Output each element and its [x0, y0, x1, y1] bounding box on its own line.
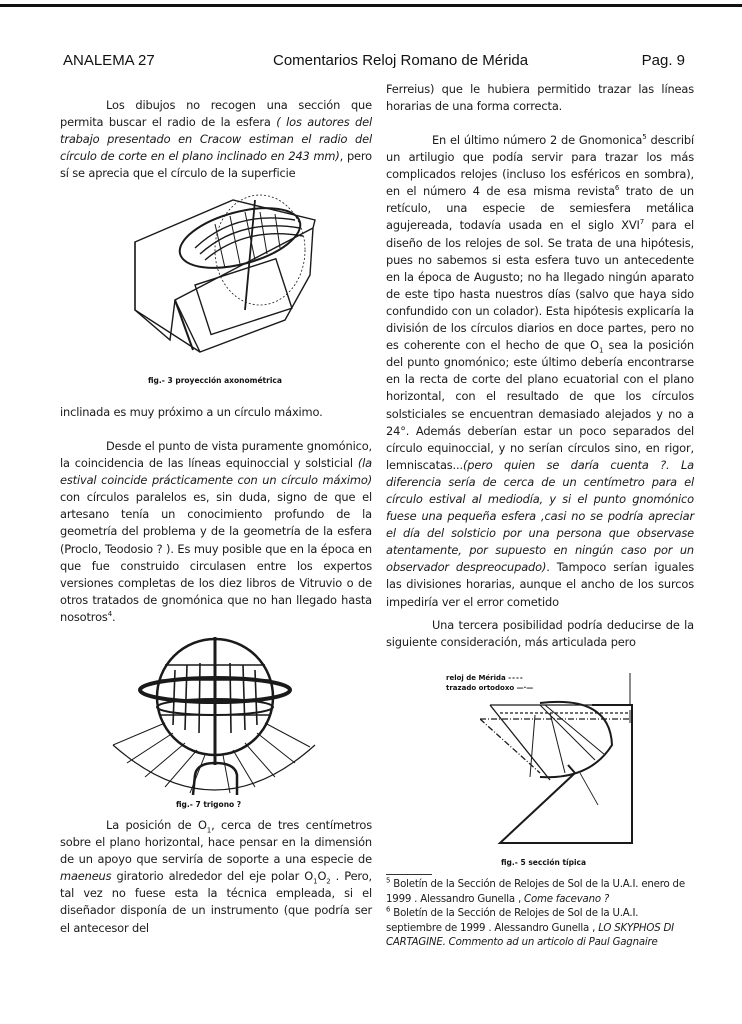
text: Boletín de la Sección de Relojes de Sol de la U.A.I. enero de 1999 . Alessandro Gunella ,: [386, 879, 685, 905]
figure-5-section-drawing: [480, 665, 640, 850]
footnote-ref: 6: [614, 184, 620, 193]
subscript: 1: [206, 826, 212, 835]
left-paragraph-2: [60, 404, 372, 421]
text: . Tampoco serían iguales las divisiones horarias, aunque el ancho de los surcos impediría ver el error cometido: [386, 560, 694, 609]
text: Desde el punto de vista puramente gnomónico, la coincidencia de las líneas equinoccial y solsticial: [60, 439, 372, 471]
legend-label: trazado ortodoxo: [446, 684, 515, 692]
text: inclinada es muy próximo a un círculo máximo.: [60, 405, 323, 419]
text: , pero sí se aprecia que el círculo de la superficie: [60, 149, 372, 181]
italic-text: (la estival coincide prácticamente con un círculo máximo): [60, 456, 372, 488]
journal-name: ANALEMA 27: [63, 52, 155, 69]
footnote-ref: 4: [107, 610, 113, 619]
text: Una tercera posibilidad podría deducirse de la siguiente consideración, más articulada pero: [386, 618, 694, 650]
figure-3-axonometric-drawing: [115, 190, 335, 365]
text: para el diseño de los relojes de sol. Se trata de una hipótesis, pues no sabemos si esta esfera tuvo un antecedente en la época de Augusto; no ha llegado ningún aparato de este tipo hasta nuestros días (salvo que haya sido confundido con un colador). Esta hipótesis explicaría la división de los círculos diarios en doce partes, pero no es coherente con el hecho de que O: [386, 218, 695, 353]
footnote-number: 6: [386, 905, 391, 914]
text: , cerca de tres centímetros sobre el plano horizontal, hace pensar en la dimensión de un apoyo que serviría de soporte a una especie de: [60, 818, 372, 867]
subscript: 1: [598, 346, 604, 355]
footnotes: [386, 878, 696, 951]
text: En el último número 2 de Gnomonica: [432, 133, 643, 147]
text: Boletín de la Sección de Relojes de Sol de la U.A.I. septiembre de 1999 . Alessandro Gunella ,: [386, 908, 639, 934]
text: describí un artilugio que podía servir para trazar los más complicados relojes (incluso los esféricos en sombra), en el número 4 de esa misma revista: [386, 133, 694, 199]
right-paragraph-3: [386, 617, 694, 651]
text: con círculos paralelos es, sin duda, signo de que el artesano tenía un conocimiento profundo de la geometría del problema y de la geometría de la esfera (Proclo, Teodosio ? ). Es muy posible que en la época en que fue construido circulasen entre los expertos versiones completas de los diez libros de Vitruvio o de otros tratados de gnomónica que no han llegado hasta nosotros: [60, 490, 372, 624]
right-paragraph-1: [386, 81, 694, 115]
footnote-number: 5: [386, 876, 391, 885]
text: sea la posición del punto gnomónico; este último debería encontrarse en la recta de corte del plano ecuatorial con el plano horizontal, con el resultado de que los círculos solsticiales se encuentran demasiado alejados y no a 24°. Además deberían estar un poco separados del círculo equinoccial, y no serían círculos sino, en rigor, lemniscatas...: [386, 338, 694, 472]
page-header: [63, 52, 685, 72]
left-paragraph-1: [60, 97, 372, 182]
figure-7-trigono-drawing: [105, 635, 345, 805]
italic-text: LO SKYPHOS DI CARTAGINE. Commento ad un articolo di Paul Gagnaire: [386, 922, 674, 949]
text: O: [317, 869, 327, 884]
left-paragraph-4: [60, 817, 372, 937]
legend-label: reloj de Mérida: [446, 674, 506, 682]
left-paragraph-3: [60, 438, 372, 626]
scan-border-line: [0, 4, 742, 7]
article-title: Comentarios Reloj Romano de Mérida: [273, 52, 529, 69]
figure-7-caption: fig.- 7 trigono ?: [176, 800, 242, 809]
text: .: [112, 609, 116, 624]
text: trato de un retículo, una especie de semiesfera metálica agujereada, todavía usada en el siglo XVI: [386, 184, 694, 233]
subscript: 2: [326, 877, 331, 886]
footnote-ref: 5: [642, 133, 647, 142]
subscript: 1: [313, 877, 318, 886]
text: . Pero, tal vez no fuese esta la técnica empleada, si el diseñador disponía de un instrumento (que podría ser el antecesor del: [60, 869, 372, 935]
text: giratorio alrededor del eje polar O: [111, 869, 314, 884]
page-number: Pag. 9: [641, 52, 685, 69]
footnote-6: [386, 907, 696, 951]
italic-text: Come facevano ?: [524, 893, 610, 905]
italic-text: maeneus: [60, 869, 112, 884]
figure-5-legend-orthodox: trazado ortodoxo —·—: [446, 684, 534, 692]
figure-5-legend-merida: reloj de Mérida ----: [446, 674, 524, 682]
figure-5-caption: fig.- 5 sección típica: [501, 858, 587, 867]
italic-text: (pero quien se daría cuenta ?. La diferencia sería de cerca de un centímetro para el círculo estival al mediodía, y si el punto gnomónico fuese una pequeña esfera ,casi no se podría apreciar el día del solsticio por una persona que observase atentamente, por supuesto en ningún caso por un observador despreocupado): [386, 457, 694, 575]
text: Los dibujos no recogen una sección que permita buscar el radio de la esfera: [60, 98, 372, 130]
right-paragraph-2: [386, 132, 694, 611]
figure-3-caption: fig.- 3 proyección axonométrica: [148, 376, 282, 385]
footnote-ref: 7: [639, 218, 645, 227]
text: Ferreius) que le hubiera permitido trazar las líneas horarias de una forma correcta.: [386, 82, 694, 114]
footnote-5: [386, 878, 696, 907]
footnote-separator: [386, 874, 432, 875]
text: La posición de O: [106, 818, 207, 832]
italic-text: ( los autores del trabajo presentado en Cracow estiman el radio del círculo de corte en el plano inclinado en 243 mm): [60, 115, 372, 164]
